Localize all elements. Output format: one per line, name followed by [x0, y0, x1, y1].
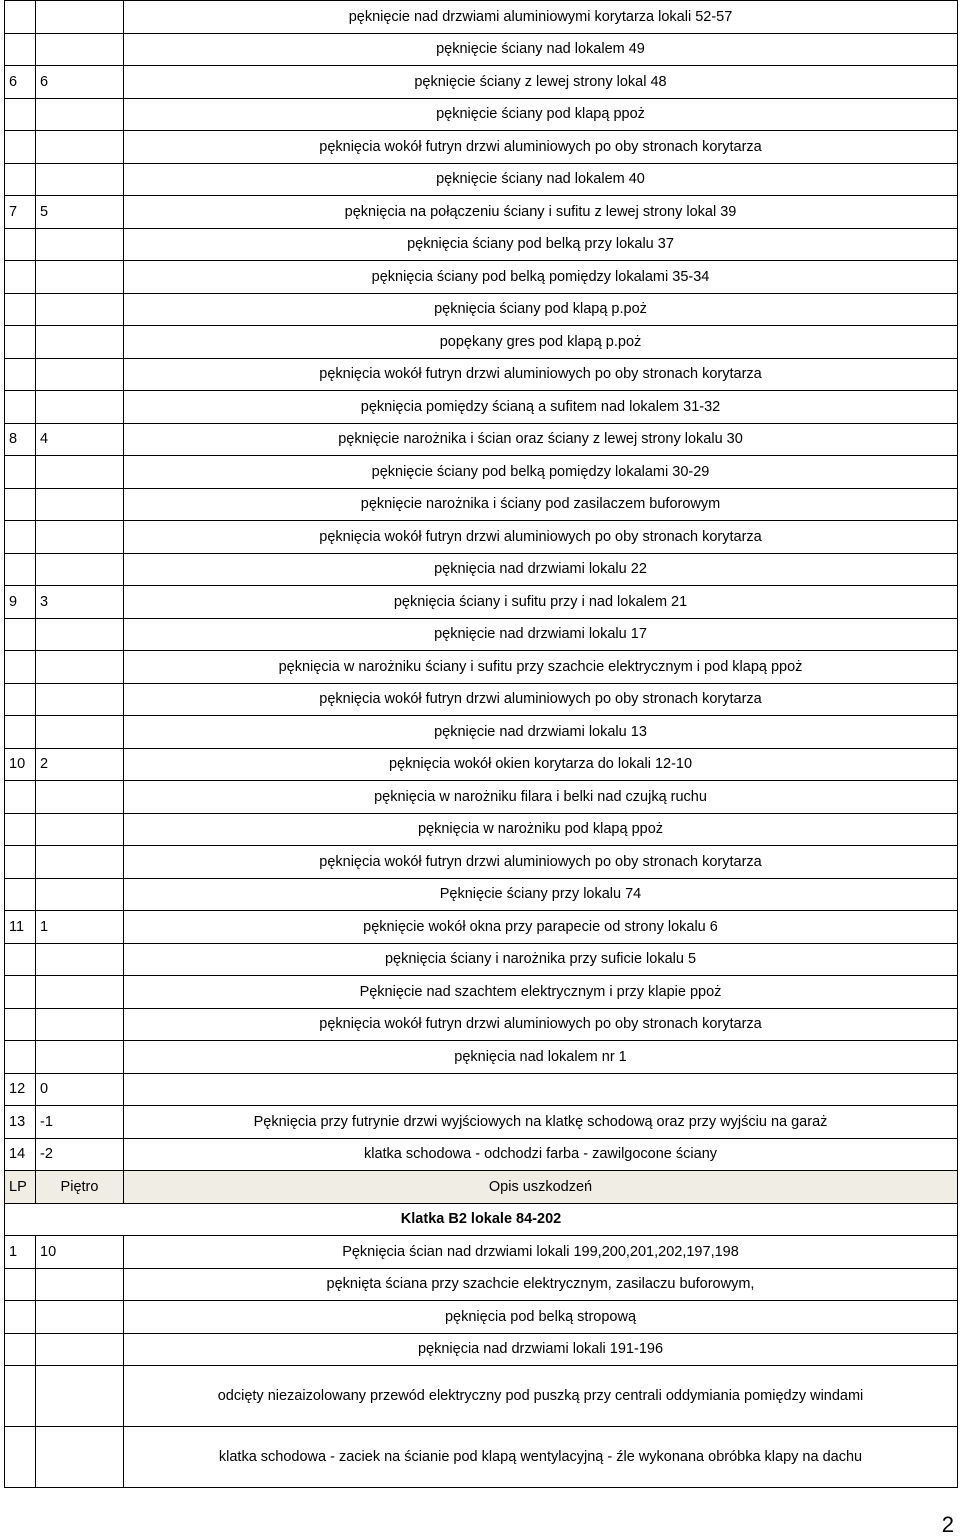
lp-cell: [5, 683, 36, 716]
lp-cell: [5, 131, 36, 164]
floor-cell: 1: [36, 911, 124, 944]
floor-cell: [36, 846, 124, 879]
table-row: [5, 326, 958, 359]
description-cell: pęknięcia nad drzwiami lokalu 22: [124, 553, 958, 586]
header-lp: LP: [5, 1171, 36, 1204]
floor-cell: [36, 33, 124, 66]
lp-cell: [5, 358, 36, 391]
description-cell: pęknięcie wokół okna przy parapecie od strony lokalu 6: [124, 911, 958, 944]
table-row: [5, 1106, 958, 1139]
floor-cell: 3: [36, 586, 124, 619]
section-title: Klatka B2 lokale 84-202: [5, 1203, 958, 1236]
description-cell: pęknięcia w narożniku pod klapą ppoż: [124, 813, 958, 846]
lp-cell: [5, 1041, 36, 1074]
table-row: [5, 1041, 958, 1074]
description-cell: klatka schodowa - zaciek na ścianie pod klapą wentylacyjną - źle wykonana obróbka klapy na dachu: [124, 1427, 958, 1488]
lp-cell: 9: [5, 586, 36, 619]
floor-cell: [36, 878, 124, 911]
description-cell: pęknięcia wokół futryn drzwi aluminiowych po oby stronach korytarza: [124, 131, 958, 164]
floor-cell: 6: [36, 66, 124, 99]
description-cell: Pęknięcia przy futrynie drzwi wyjściowych na klatkę schodową oraz przy wyjściu na garaż: [124, 1106, 958, 1139]
lp-cell: [5, 651, 36, 684]
lp-cell: [5, 521, 36, 554]
floor-cell: [36, 98, 124, 131]
lp-cell: 12: [5, 1073, 36, 1106]
description-cell: [124, 1073, 958, 1106]
table-row: [5, 163, 958, 196]
table-row: [5, 1268, 958, 1301]
description-cell: pęknięcie ściany pod klapą ppoż: [124, 98, 958, 131]
description-cell: Pęknięcie nad szachtem elektrycznym i przy klapie ppoż: [124, 976, 958, 1009]
table-row: [5, 1333, 958, 1366]
description-cell: pęknięcia ściany pod belką przy lokalu 37: [124, 228, 958, 261]
lp-cell: [5, 553, 36, 586]
lp-cell: [5, 943, 36, 976]
damage-table-body: [5, 1, 958, 1488]
floor-cell: [36, 781, 124, 814]
table-row: [5, 261, 958, 294]
floor-cell: [36, 1333, 124, 1366]
description-cell: pęknięcia w narożniku filara i belki nad czujką ruchu: [124, 781, 958, 814]
lp-cell: 14: [5, 1138, 36, 1171]
floor-cell: [36, 326, 124, 359]
table-row: [5, 33, 958, 66]
table-row: [5, 716, 958, 749]
table-row: [5, 1, 958, 34]
lp-cell: [5, 163, 36, 196]
lp-cell: [5, 1, 36, 34]
description-cell: pęknięcie ściany z lewej strony lokal 48: [124, 66, 958, 99]
lp-cell: [5, 228, 36, 261]
description-cell: pęknięcia wokół futryn drzwi aluminiowych po oby stronach korytarza: [124, 1008, 958, 1041]
lp-cell: [5, 456, 36, 489]
description-cell: pęknięcia wokół futryn drzwi aluminiowych po oby stronach korytarza: [124, 683, 958, 716]
description-cell: Pęknięcie ściany przy lokalu 74: [124, 878, 958, 911]
description-cell: pęknięcia wokół futryn drzwi aluminiowych po oby stronach korytarza: [124, 358, 958, 391]
description-cell: popękany gres pod klapą p.poż: [124, 326, 958, 359]
table-row: [5, 456, 958, 489]
page-number: 2: [941, 1512, 954, 1537]
floor-cell: [36, 1, 124, 34]
table-header-row: [5, 1171, 958, 1204]
lp-cell: [5, 618, 36, 651]
table-row: [5, 488, 958, 521]
floor-cell: [36, 553, 124, 586]
lp-cell: [5, 1268, 36, 1301]
floor-cell: [36, 228, 124, 261]
floor-cell: 0: [36, 1073, 124, 1106]
table-row: [5, 1236, 958, 1269]
description-cell: pęknięcie nad drzwiami lokalu 17: [124, 618, 958, 651]
lp-cell: [5, 261, 36, 294]
floor-cell: [36, 943, 124, 976]
description-cell: pęknięcie nad drzwiami aluminiowymi korytarza lokali 52-57: [124, 1, 958, 34]
floor-cell: [36, 293, 124, 326]
lp-cell: [5, 326, 36, 359]
floor-cell: [36, 456, 124, 489]
description-cell: Pęknięcia ścian nad drzwiami lokali 199,200,201,202,197,198: [124, 1236, 958, 1269]
lp-cell: [5, 846, 36, 879]
lp-cell: [5, 1366, 36, 1427]
description-cell: pęknięcia nad drzwiami lokali 191-196: [124, 1333, 958, 1366]
table-row: [5, 391, 958, 424]
table-row: [5, 1301, 958, 1334]
description-cell: pęknięcia wokół futryn drzwi aluminiowych po oby stronach korytarza: [124, 846, 958, 879]
lp-cell: 7: [5, 196, 36, 229]
description-cell: pęknięcia ściany pod klapą p.poż: [124, 293, 958, 326]
floor-cell: [36, 1008, 124, 1041]
table-row: [5, 98, 958, 131]
lp-cell: [5, 813, 36, 846]
table-row: [5, 781, 958, 814]
table-row: [5, 911, 958, 944]
description-cell: pęknięcia nad lokalem nr 1: [124, 1041, 958, 1074]
table-row: [5, 358, 958, 391]
lp-cell: [5, 1427, 36, 1488]
floor-cell: [36, 651, 124, 684]
description-cell: pęknięcia pomiędzy ścianą a sufitem nad lokalem 31-32: [124, 391, 958, 424]
lp-cell: [5, 1301, 36, 1334]
floor-cell: -1: [36, 1106, 124, 1139]
description-cell: pęknięcia pod belką stropową: [124, 1301, 958, 1334]
lp-cell: 8: [5, 423, 36, 456]
floor-cell: [36, 261, 124, 294]
floor-cell: [36, 1301, 124, 1334]
floor-cell: [36, 976, 124, 1009]
table-row: [5, 196, 958, 229]
header-description: Opis uszkodzeń: [124, 1171, 958, 1204]
description-cell: pęknięta ściana przy szachcie elektrycznym, zasilaczu buforowym,: [124, 1268, 958, 1301]
lp-cell: 10: [5, 748, 36, 781]
floor-cell: [36, 1427, 124, 1488]
floor-cell: [36, 488, 124, 521]
floor-cell: [36, 1268, 124, 1301]
floor-cell: [36, 813, 124, 846]
floor-cell: [36, 391, 124, 424]
description-cell: pęknięcie nad drzwiami lokalu 13: [124, 716, 958, 749]
floor-cell: -2: [36, 1138, 124, 1171]
floor-cell: [36, 163, 124, 196]
table-row: [5, 228, 958, 261]
description-cell: pęknięcia w narożniku ściany i sufitu przy szachcie elektrycznym i pod klapą ppoż: [124, 651, 958, 684]
description-cell: pęknięcie ściany pod belką pomiędzy lokalami 30-29: [124, 456, 958, 489]
floor-cell: 10: [36, 1236, 124, 1269]
lp-cell: [5, 976, 36, 1009]
lp-cell: [5, 293, 36, 326]
lp-cell: [5, 878, 36, 911]
floor-cell: [36, 131, 124, 164]
header-floor: Piętro: [36, 1171, 124, 1204]
table-row: [5, 618, 958, 651]
table-row: [5, 651, 958, 684]
table-row: [5, 66, 958, 99]
description-cell: pęknięcie ściany nad lokalem 49: [124, 33, 958, 66]
lp-cell: [5, 781, 36, 814]
description-cell: pęknięcia na połączeniu ściany i sufitu z lewej strony lokal 39: [124, 196, 958, 229]
table-row: [5, 521, 958, 554]
table-row: [5, 553, 958, 586]
floor-cell: [36, 683, 124, 716]
floor-cell: [36, 618, 124, 651]
floor-cell: [36, 1041, 124, 1074]
damage-table: [4, 0, 958, 1488]
description-cell: pęknięcia wokół okien korytarza do lokali 12-10: [124, 748, 958, 781]
lp-cell: 13: [5, 1106, 36, 1139]
table-row: [5, 976, 958, 1009]
floor-cell: 4: [36, 423, 124, 456]
section-row: [5, 1203, 958, 1236]
lp-cell: 6: [5, 66, 36, 99]
table-row: [5, 586, 958, 619]
description-cell: pęknięcia wokół futryn drzwi aluminiowych po oby stronach korytarza: [124, 521, 958, 554]
lp-cell: [5, 1008, 36, 1041]
floor-cell: [36, 358, 124, 391]
lp-cell: [5, 391, 36, 424]
lp-cell: 11: [5, 911, 36, 944]
description-cell: pęknięcia ściany i sufitu przy i nad lokalem 21: [124, 586, 958, 619]
description-cell: pęknięcie narożnika i ściany pod zasilaczem buforowym: [124, 488, 958, 521]
table-row: [5, 1427, 958, 1488]
floor-cell: 2: [36, 748, 124, 781]
table-row: [5, 813, 958, 846]
table-row: [5, 293, 958, 326]
lp-cell: [5, 716, 36, 749]
description-cell: odcięty niezaizolowany przewód elektryczny pod puszką przy centrali oddymiania pomiędzy windami: [124, 1366, 958, 1427]
table-row: [5, 1366, 958, 1427]
table-row: [5, 748, 958, 781]
table-row: [5, 683, 958, 716]
lp-cell: [5, 488, 36, 521]
table-row: [5, 943, 958, 976]
description-cell: pęknięcie narożnika i ścian oraz ściany z lewej strony lokalu 30: [124, 423, 958, 456]
lp-cell: [5, 33, 36, 66]
description-cell: pęknięcia ściany pod belką pomiędzy lokalami 35-34: [124, 261, 958, 294]
description-cell: pęknięcia ściany i narożnika przy suficie lokalu 5: [124, 943, 958, 976]
lp-cell: [5, 1333, 36, 1366]
table-row: [5, 131, 958, 164]
table-row: [5, 1008, 958, 1041]
lp-cell: [5, 98, 36, 131]
floor-cell: 5: [36, 196, 124, 229]
table-row: [5, 846, 958, 879]
description-cell: pęknięcie ściany nad lokalem 40: [124, 163, 958, 196]
floor-cell: [36, 1366, 124, 1427]
lp-cell: 1: [5, 1236, 36, 1269]
description-cell: klatka schodowa - odchodzi farba - zawilgocone ściany: [124, 1138, 958, 1171]
table-row: [5, 878, 958, 911]
table-row: [5, 1073, 958, 1106]
floor-cell: [36, 521, 124, 554]
table-row: [5, 423, 958, 456]
table-row: [5, 1138, 958, 1171]
floor-cell: [36, 716, 124, 749]
